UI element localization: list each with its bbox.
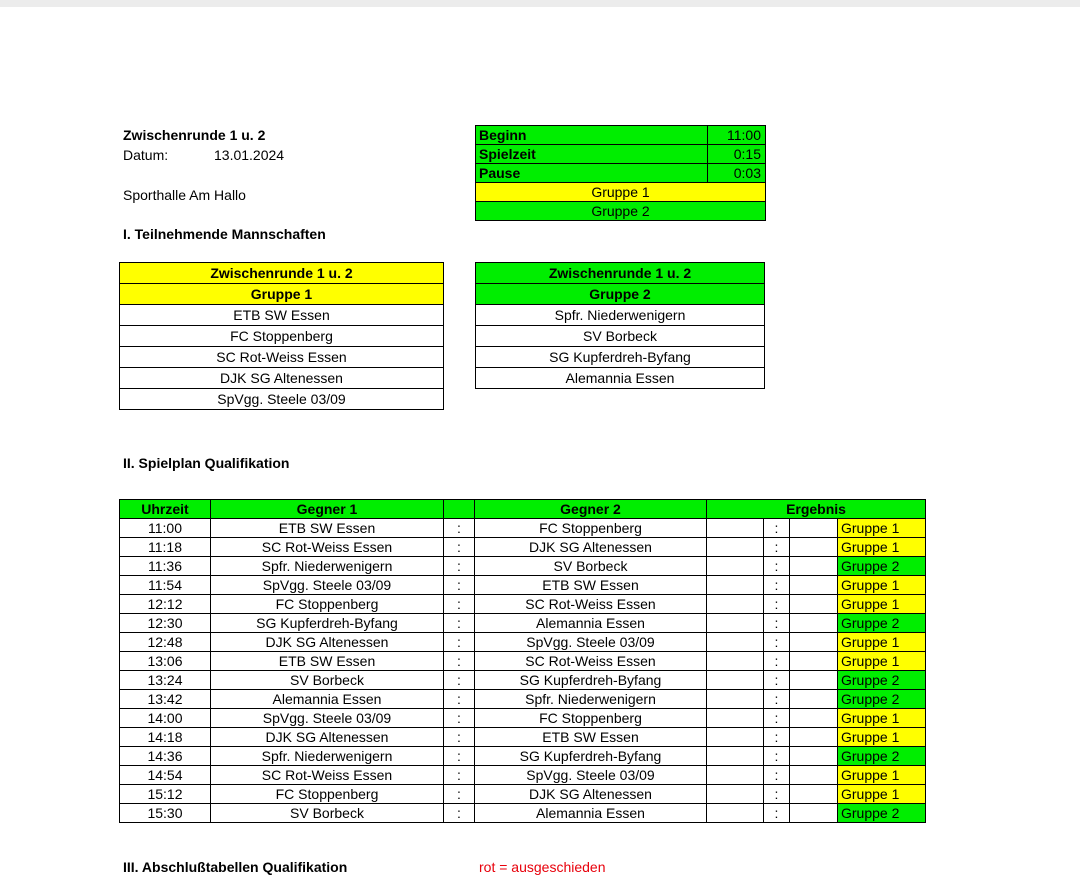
score-away (790, 766, 838, 785)
match-team2: Spfr. Niederwenigern (475, 690, 707, 709)
info-group1-label: Gruppe 1 (476, 183, 766, 202)
match-time: 13:06 (120, 652, 211, 671)
match-time: 11:18 (120, 538, 211, 557)
match-time: 15:30 (120, 804, 211, 823)
section3-title: III. Abschlußtabellen Qualifikation (123, 859, 348, 875)
score-away (790, 576, 838, 595)
match-team2: Alemannia Essen (475, 614, 707, 633)
score-separator: : (764, 519, 790, 538)
table-row (120, 671, 926, 690)
match-time: 14:36 (120, 747, 211, 766)
score-away (790, 785, 838, 804)
group1-team: DJK SG Altenessen (120, 368, 444, 389)
group1-team: ETB SW Essen (120, 305, 444, 326)
match-team1: SC Rot-Weiss Essen (211, 766, 444, 785)
score-away (790, 519, 838, 538)
score-home (707, 538, 764, 557)
match-group: Gruppe 1 (838, 652, 926, 671)
score-separator: : (764, 595, 790, 614)
match-team1: FC Stoppenberg (211, 595, 444, 614)
match-team2: SC Rot-Weiss Essen (475, 652, 707, 671)
match-team2: SC Rot-Weiss Essen (475, 595, 707, 614)
match-separator: : (444, 538, 475, 557)
group2-team: SV Borbeck (476, 326, 765, 347)
score-away (790, 538, 838, 557)
match-team2: SG Kupferdreh-Byfang (475, 747, 707, 766)
score-separator: : (764, 690, 790, 709)
group1-team: SC Rot-Weiss Essen (120, 347, 444, 368)
table-row (120, 690, 926, 709)
group2-team: SG Kupferdreh-Byfang (476, 347, 765, 368)
score-away (790, 671, 838, 690)
table-row (120, 614, 926, 633)
table-row (120, 709, 926, 728)
group1-team: SpVgg. Steele 03/09 (120, 389, 444, 410)
score-home (707, 652, 764, 671)
group2-team: Alemannia Essen (476, 368, 765, 389)
match-team1: Spfr. Niederwenigern (211, 557, 444, 576)
group2-subtitle: Gruppe 2 (476, 284, 765, 305)
match-team1: Alemannia Essen (211, 690, 444, 709)
match-team1: DJK SG Altenessen (211, 728, 444, 747)
score-home (707, 804, 764, 823)
match-group: Gruppe 2 (838, 747, 926, 766)
table-row (120, 633, 926, 652)
score-separator: : (764, 804, 790, 823)
match-separator: : (444, 728, 475, 747)
match-group: Gruppe 1 (838, 766, 926, 785)
table-row (120, 595, 926, 614)
info-value-beginn: 11:00 (708, 126, 766, 145)
header-team1: Gegner 1 (211, 500, 444, 519)
match-group: Gruppe 2 (838, 671, 926, 690)
match-group: Gruppe 1 (838, 595, 926, 614)
match-time: 13:42 (120, 690, 211, 709)
table-row (120, 557, 926, 576)
match-team1: SV Borbeck (211, 804, 444, 823)
score-separator: : (764, 766, 790, 785)
match-team1: ETB SW Essen (211, 652, 444, 671)
match-separator: : (444, 690, 475, 709)
table-row (120, 576, 926, 595)
group1-subtitle: Gruppe 1 (120, 284, 444, 305)
table-row (120, 728, 926, 747)
match-separator: : (444, 652, 475, 671)
page-title: Zwischenrunde 1 u. 2 (123, 127, 266, 143)
match-team1: DJK SG Altenessen (211, 633, 444, 652)
score-home (707, 747, 764, 766)
match-time: 14:00 (120, 709, 211, 728)
match-team1: ETB SW Essen (211, 519, 444, 538)
score-home (707, 709, 764, 728)
legend-red-text: rot = ausgeschieden (479, 859, 606, 875)
match-time: 12:30 (120, 614, 211, 633)
match-team2: ETB SW Essen (475, 576, 707, 595)
match-time: 14:18 (120, 728, 211, 747)
match-time: 12:12 (120, 595, 211, 614)
match-group: Gruppe 1 (838, 633, 926, 652)
venue: Sporthalle Am Hallo (123, 187, 246, 203)
match-team2: SpVgg. Steele 03/09 (475, 766, 707, 785)
score-home (707, 671, 764, 690)
match-team2: ETB SW Essen (475, 728, 707, 747)
match-separator: : (444, 709, 475, 728)
header-team2: Gegner 2 (475, 500, 707, 519)
match-team2: DJK SG Altenessen (475, 538, 707, 557)
table-row (120, 652, 926, 671)
score-home (707, 595, 764, 614)
score-away (790, 595, 838, 614)
score-home (707, 766, 764, 785)
score-separator: : (764, 576, 790, 595)
match-team2: DJK SG Altenessen (475, 785, 707, 804)
schedule-table (119, 499, 926, 823)
match-group: Gruppe 1 (838, 576, 926, 595)
match-team1: SpVgg. Steele 03/09 (211, 576, 444, 595)
score-away (790, 709, 838, 728)
header-result: Ergebnis (707, 500, 926, 519)
info-value-spielzeit: 0:15 (708, 145, 766, 164)
score-away (790, 557, 838, 576)
match-team1: Spfr. Niederwenigern (211, 747, 444, 766)
date-value: 13.01.2024 (214, 147, 285, 163)
match-team2: SV Borbeck (475, 557, 707, 576)
score-away (790, 747, 838, 766)
match-team2: SpVgg. Steele 03/09 (475, 633, 707, 652)
match-group: Gruppe 2 (838, 690, 926, 709)
table-row (120, 538, 926, 557)
top-bar (0, 0, 1080, 7)
score-separator: : (764, 709, 790, 728)
schedule-header-row (120, 500, 926, 519)
info-label-beginn: Beginn (476, 126, 708, 145)
match-separator: : (444, 766, 475, 785)
header-time: Uhrzeit (120, 500, 211, 519)
info-group2-label: Gruppe 2 (476, 202, 766, 221)
match-team1: SpVgg. Steele 03/09 (211, 709, 444, 728)
match-separator: : (444, 614, 475, 633)
match-time: 14:54 (120, 766, 211, 785)
score-home (707, 690, 764, 709)
match-separator: : (444, 519, 475, 538)
score-away (790, 728, 838, 747)
match-separator: : (444, 557, 475, 576)
table-row (120, 804, 926, 823)
match-separator: : (444, 804, 475, 823)
match-separator: : (444, 576, 475, 595)
group1-team: FC Stoppenberg (120, 326, 444, 347)
match-team2: FC Stoppenberg (475, 709, 707, 728)
score-home (707, 633, 764, 652)
info-label-spielzeit: Spielzeit (476, 145, 708, 164)
score-separator: : (764, 652, 790, 671)
match-team2: SG Kupferdreh-Byfang (475, 671, 707, 690)
score-home (707, 614, 764, 633)
info-box (475, 125, 766, 221)
match-team1: SV Borbeck (211, 671, 444, 690)
match-separator: : (444, 747, 475, 766)
header-separator (444, 500, 475, 519)
match-group: Gruppe 2 (838, 614, 926, 633)
match-separator: : (444, 633, 475, 652)
section2-title: II. Spielplan Qualifikation (123, 455, 290, 471)
match-team2: Alemannia Essen (475, 804, 707, 823)
match-time: 13:24 (120, 671, 211, 690)
match-time: 11:54 (120, 576, 211, 595)
score-home (707, 728, 764, 747)
group2-title: Zwischenrunde 1 u. 2 (476, 263, 765, 284)
match-time: 15:12 (120, 785, 211, 804)
score-separator: : (764, 557, 790, 576)
group1-title: Zwischenrunde 1 u. 2 (120, 263, 444, 284)
score-separator: : (764, 728, 790, 747)
match-separator: : (444, 595, 475, 614)
score-home (707, 557, 764, 576)
score-away (790, 633, 838, 652)
score-home (707, 785, 764, 804)
match-group: Gruppe 1 (838, 709, 926, 728)
score-separator: : (764, 538, 790, 557)
score-home (707, 519, 764, 538)
match-group: Gruppe 2 (838, 557, 926, 576)
score-away (790, 804, 838, 823)
info-label-pause: Pause (476, 164, 708, 183)
group1-table (119, 262, 444, 410)
match-separator: : (444, 785, 475, 804)
score-separator: : (764, 614, 790, 633)
match-group: Gruppe 2 (838, 804, 926, 823)
match-team1: SC Rot-Weiss Essen (211, 538, 444, 557)
match-group: Gruppe 1 (838, 519, 926, 538)
date-label: Datum: (123, 147, 169, 163)
score-away (790, 614, 838, 633)
score-away (790, 690, 838, 709)
score-separator: : (764, 671, 790, 690)
table-row (120, 519, 926, 538)
score-home (707, 576, 764, 595)
match-group: Gruppe 1 (838, 538, 926, 557)
score-separator: : (764, 785, 790, 804)
group2-table (475, 262, 765, 389)
match-separator: : (444, 671, 475, 690)
table-row (120, 747, 926, 766)
score-separator: : (764, 747, 790, 766)
match-group: Gruppe 1 (838, 728, 926, 747)
match-time: 12:48 (120, 633, 211, 652)
table-row (120, 766, 926, 785)
score-away (790, 652, 838, 671)
table-row (120, 785, 926, 804)
match-team1: SG Kupferdreh-Byfang (211, 614, 444, 633)
section1-title: I. Teilnehmende Mannschaften (123, 226, 326, 242)
match-team2: FC Stoppenberg (475, 519, 707, 538)
score-separator: : (764, 633, 790, 652)
match-time: 11:36 (120, 557, 211, 576)
match-team1: FC Stoppenberg (211, 785, 444, 804)
info-value-pause: 0:03 (708, 164, 766, 183)
match-group: Gruppe 1 (838, 785, 926, 804)
group2-team: Spfr. Niederwenigern (476, 305, 765, 326)
match-time: 11:00 (120, 519, 211, 538)
